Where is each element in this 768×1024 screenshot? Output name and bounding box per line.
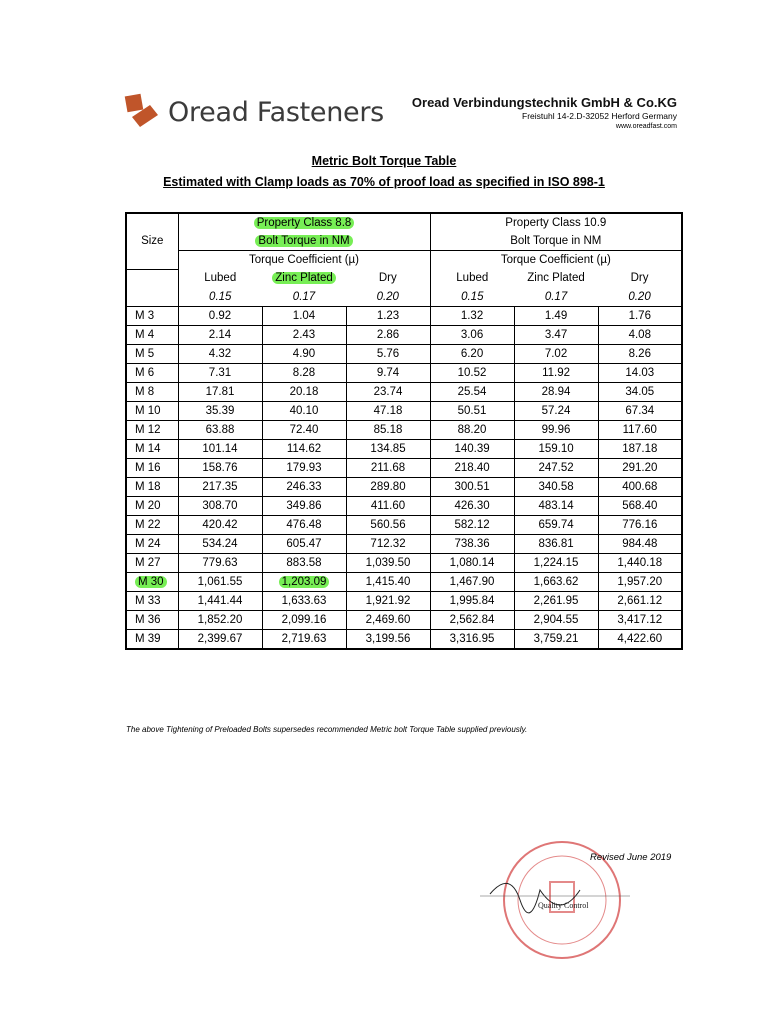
row-size-label: M 22 (126, 515, 178, 534)
column-coef-2: 0.20 (346, 288, 430, 307)
torque-value: 1,957.20 (598, 572, 682, 591)
company-name: Oread Verbindungstechnik GmbH & Co.KG (411, 95, 677, 110)
torque-value: 4,422.60 (598, 629, 682, 649)
row-size-label: M 3 (126, 306, 178, 325)
torque-value: 1,080.14 (430, 553, 514, 572)
torque-value: 187.18 (598, 439, 682, 458)
torque-value: 2.14 (178, 325, 262, 344)
torque-value: 17.81 (178, 382, 262, 401)
torque-value: 28.94 (514, 382, 598, 401)
torque-value: 114.62 (262, 439, 346, 458)
highlighted-size: M 30 (135, 576, 167, 588)
column-label-2: Dry (346, 269, 430, 288)
torque-value: 99.96 (514, 420, 598, 439)
torque-value: 411.60 (346, 496, 430, 515)
torque-value: 605.47 (262, 534, 346, 553)
torque-value: 3.06 (430, 325, 514, 344)
header-row-coefficient (126, 251, 682, 270)
torque-value: 1,921.92 (346, 591, 430, 610)
torque-value: 179.93 (262, 458, 346, 477)
column-coef-0: 0.15 (209, 290, 232, 303)
torque-value: 582.12 (430, 515, 514, 534)
column-label-row (126, 269, 682, 288)
column-coef-3: 0.15 (461, 290, 484, 303)
torque-value: 34.05 (598, 382, 682, 401)
torque-value: 1.23 (346, 306, 430, 325)
torque-value: 776.16 (598, 515, 682, 534)
company-address: Freistuhl 14-2.D-32052 Herford Germany (522, 111, 677, 121)
revised-date: Revised June 2019 (590, 852, 672, 863)
torque-value: 7.31 (178, 363, 262, 382)
logo-mark-icon (120, 93, 162, 131)
torque-value: 159.10 (514, 439, 598, 458)
torque-value: 246.33 (262, 477, 346, 496)
column-coef-row (126, 288, 682, 307)
torque-value: 300.51 (430, 477, 514, 496)
torque-value: 1,039.50 (346, 553, 430, 572)
size-header: Size (126, 213, 178, 269)
row-size-label: M 20 (126, 496, 178, 515)
stamp-ring-inner (518, 856, 606, 944)
torque-value: 1,441.44 (178, 591, 262, 610)
torque-value: 1,852.20 (178, 610, 262, 629)
torque-value: 2.43 (262, 325, 346, 344)
torque-value: 247.52 (514, 458, 598, 477)
torque-value: 3,417.12 (598, 610, 682, 629)
table-row (126, 610, 682, 629)
torque-value: 3,199.56 (346, 629, 430, 649)
company-logo (120, 92, 384, 132)
torque-value: 400.68 (598, 477, 682, 496)
coef-109-label: Torque Coefficient (µ) (430, 251, 682, 270)
row-size-label: M 16 (126, 458, 178, 477)
blank-cell (126, 288, 178, 307)
torque-value: 10.52 (430, 363, 514, 382)
logo-text: Oread Fasteners (168, 96, 384, 128)
stamp-label: Quality Control (538, 901, 589, 910)
torque-value: 1,224.15 (514, 553, 598, 572)
table-row (126, 439, 682, 458)
torque-value: 2,469.60 (346, 610, 430, 629)
torque-88-label: Bolt Torque in NM (255, 235, 352, 247)
row-size-label: M 33 (126, 591, 178, 610)
torque-value: 1,633.63 (262, 591, 346, 610)
table-row (126, 591, 682, 610)
torque-value: 1,061.55 (178, 572, 262, 591)
torque-value: 7.02 (514, 344, 598, 363)
torque-value: 1,467.90 (430, 572, 514, 591)
torque-value: 0.92 (178, 306, 262, 325)
torque-value: 2,099.16 (262, 610, 346, 629)
document-title: Metric Bolt Torque Table (311, 154, 457, 168)
quality-control-stamp (480, 830, 630, 970)
torque-value: 836.81 (514, 534, 598, 553)
torque-value: 67.34 (598, 401, 682, 420)
torque-value: 308.70 (178, 496, 262, 515)
torque-value: 712.32 (346, 534, 430, 553)
row-size-label (126, 572, 178, 591)
torque-value: 1.49 (514, 306, 598, 325)
torque-value: 483.14 (514, 496, 598, 515)
torque-value: 568.40 (598, 496, 682, 515)
highlighted-value: 1,203.09 (279, 576, 330, 588)
torque-value: 50.51 (430, 401, 514, 420)
torque-value: 4.90 (262, 344, 346, 363)
torque-table (125, 212, 683, 650)
torque-value: 4.32 (178, 344, 262, 363)
coef-88-label: Torque Coefficient (µ) (178, 251, 430, 270)
table-row (126, 420, 682, 439)
torque-value: 2,399.67 (178, 629, 262, 649)
torque-value: 659.74 (514, 515, 598, 534)
table-row (126, 382, 682, 401)
torque-value: 420.42 (178, 515, 262, 534)
torque-value: 476.48 (262, 515, 346, 534)
torque-value: 1.04 (262, 306, 346, 325)
torque-value: 211.68 (346, 458, 430, 477)
column-coef-4: 0.17 (544, 290, 568, 303)
column-label-3: Lubed (456, 272, 489, 285)
torque-value: 2,904.55 (514, 610, 598, 629)
torque-value: 85.18 (346, 420, 430, 439)
torque-value: 2,661.12 (598, 591, 682, 610)
torque-value: 63.88 (178, 420, 262, 439)
row-size-label: M 4 (126, 325, 178, 344)
torque-value: 8.26 (598, 344, 682, 363)
class-109-label: Property Class 10.9 (505, 217, 607, 229)
torque-value: 349.86 (262, 496, 346, 515)
torque-value: 88.20 (430, 420, 514, 439)
torque-value: 738.36 (430, 534, 514, 553)
class-88-label: Property Class 8.8 (254, 217, 355, 229)
torque-value: 72.40 (262, 420, 346, 439)
torque-value: 340.58 (514, 477, 598, 496)
row-size-label: M 6 (126, 363, 178, 382)
torque-value: 1,995.84 (430, 591, 514, 610)
torque-value: 57.24 (514, 401, 598, 420)
table-row (126, 534, 682, 553)
table-row (126, 515, 682, 534)
header-row-class (126, 213, 682, 232)
torque-value: 11.92 (514, 363, 598, 382)
torque-value: 5.76 (346, 344, 430, 363)
torque-value: 35.39 (178, 401, 262, 420)
torque-value: 8.28 (262, 363, 346, 382)
torque-value: 1,663.62 (514, 572, 598, 591)
torque-value: 218.40 (430, 458, 514, 477)
row-size-label: M 18 (126, 477, 178, 496)
row-size-label: M 27 (126, 553, 178, 572)
torque-value: 2,261.95 (514, 591, 598, 610)
torque-value: 6.20 (430, 344, 514, 363)
torque-value: 779.63 (178, 553, 262, 572)
column-coef-5: 0.20 (628, 290, 651, 303)
torque-value: 291.20 (598, 458, 682, 477)
torque-value: 23.74 (346, 382, 430, 401)
company-info (412, 95, 677, 130)
torque-value: 20.18 (262, 382, 346, 401)
table-row (126, 344, 682, 363)
table-row (126, 363, 682, 382)
column-label-5: Dry (630, 272, 649, 285)
column-coef-1: 0.17 (292, 290, 316, 303)
column-label-0: Lubed (204, 272, 237, 285)
blank-cell (126, 269, 178, 288)
torque-value: 40.10 (262, 401, 346, 420)
row-size-label: M 14 (126, 439, 178, 458)
torque-value: 1.76 (598, 306, 682, 325)
table-row (126, 306, 682, 325)
torque-table-body (126, 213, 682, 649)
row-size-label: M 5 (126, 344, 178, 363)
torque-value: 2,719.63 (262, 629, 346, 649)
torque-value: 217.35 (178, 477, 262, 496)
torque-value: 426.30 (430, 496, 514, 515)
torque-value: 3,316.95 (430, 629, 514, 649)
torque-value: 3,759.21 (514, 629, 598, 649)
column-label-1 (262, 269, 346, 288)
table-row (126, 629, 682, 649)
torque-value (262, 572, 346, 591)
torque-value: 117.60 (598, 420, 682, 439)
row-size-label: M 24 (126, 534, 178, 553)
table-row (126, 553, 682, 572)
torque-value: 1.32 (430, 306, 514, 325)
row-size-label: M 39 (126, 629, 178, 649)
torque-value: 3.47 (514, 325, 598, 344)
column-label-4: Zinc Plated (527, 272, 585, 285)
torque-value: 47.18 (346, 401, 430, 420)
torque-value: 560.56 (346, 515, 430, 534)
torque-value: 158.76 (178, 458, 262, 477)
header-row-torque (126, 232, 682, 251)
row-size-label: M 8 (126, 382, 178, 401)
torque-value: 883.58 (262, 553, 346, 572)
table-row (126, 572, 682, 591)
table-row (126, 496, 682, 515)
torque-value: 534.24 (178, 534, 262, 553)
torque-109-label: Bolt Torque in NM (510, 235, 602, 247)
torque-value: 1,440.18 (598, 553, 682, 572)
torque-88-cell (178, 232, 430, 251)
row-size-label: M 36 (126, 610, 178, 629)
row-size-label: M 12 (126, 420, 178, 439)
document-subtitle: Estimated with Clamp loads as 70% of proof load as specified in ISO 898-1 (163, 175, 605, 189)
torque-value: 9.74 (346, 363, 430, 382)
row-size-label: M 10 (126, 401, 178, 420)
torque-value: 134.85 (346, 439, 430, 458)
table-row (126, 458, 682, 477)
table-row (126, 477, 682, 496)
torque-value: 25.54 (430, 382, 514, 401)
footnote: The above Tightening of Preloaded Bolts supersedes recommended Metric bolt Torque Table supplied previously. (126, 725, 528, 734)
torque-value: 2.86 (346, 325, 430, 344)
torque-value: 1,415.40 (346, 572, 430, 591)
torque-value: 4.08 (598, 325, 682, 344)
torque-value: 14.03 (598, 363, 682, 382)
torque-value: 101.14 (178, 439, 262, 458)
table-row (126, 325, 682, 344)
torque-value: 289.80 (346, 477, 430, 496)
class-88-cell (178, 213, 430, 232)
torque-value: 2,562.84 (430, 610, 514, 629)
table-row (126, 401, 682, 420)
torque-value: 984.48 (598, 534, 682, 553)
column-label-highlight: Zinc Plated (272, 272, 336, 284)
company-website: www.oreadfast.com (615, 123, 677, 130)
torque-value: 140.39 (430, 439, 514, 458)
